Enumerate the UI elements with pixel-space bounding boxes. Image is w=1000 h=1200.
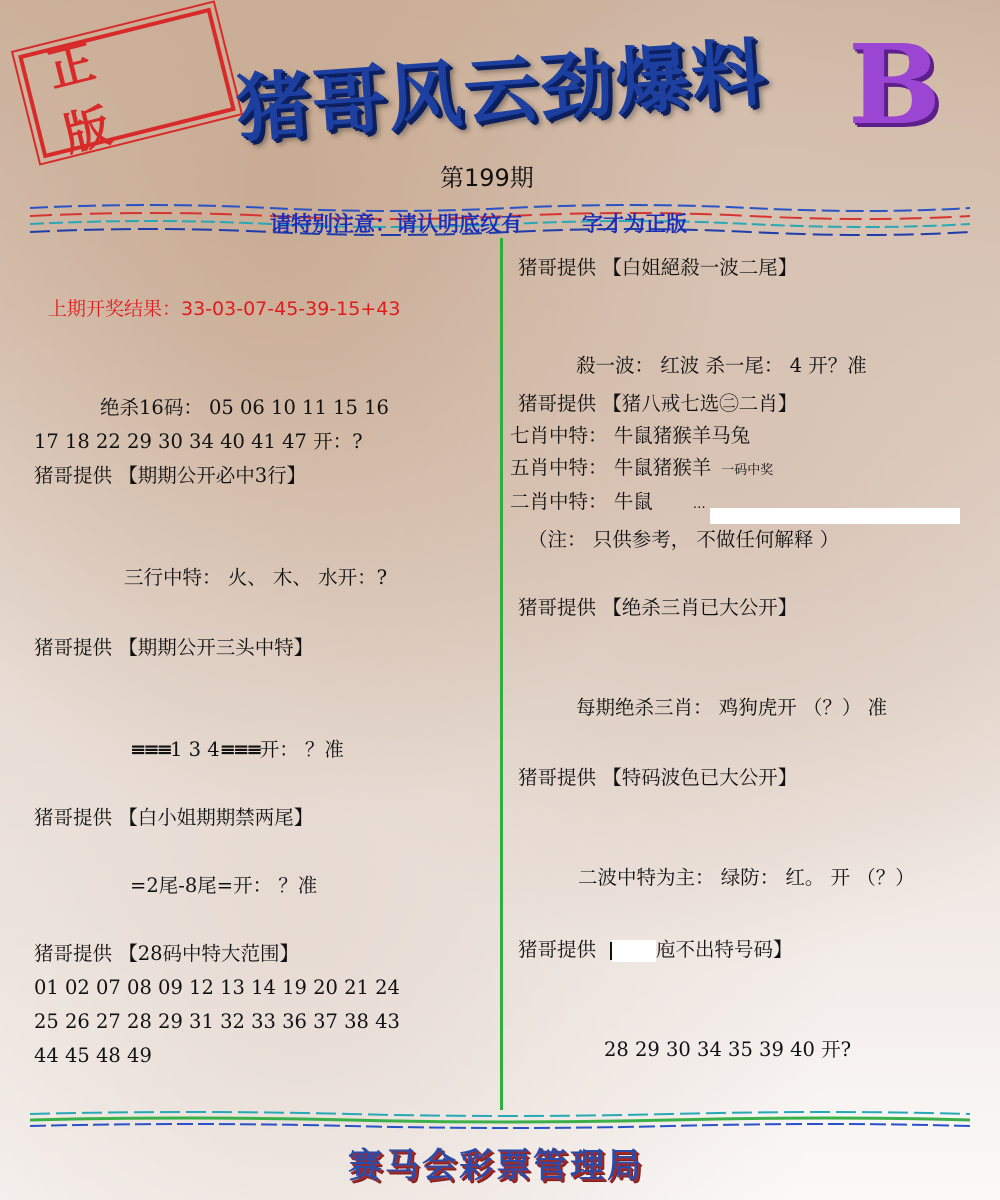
codes-row-2: 25 26 27 28 29 31 32 33 36 37 38 43	[34, 1010, 400, 1033]
column-divider	[500, 238, 503, 1110]
two-zodiac-dots: …	[692, 497, 706, 512]
footer-organization: 赛马会彩票管理局	[348, 1146, 644, 1186]
kill16-line-2: 17 18 22 29 30 34 40 41 47 开：?	[34, 430, 363, 453]
seven-zodiac: 七肖中特： 牛鼠猪猴羊马兔	[510, 424, 751, 447]
last-result-numbers: 33-03-07-45-39-15+43	[181, 298, 401, 320]
notice-banner	[270, 208, 687, 238]
kill-zodiac-body: 每期绝杀三肖： 鸡狗虎开 （？） 准	[576, 696, 888, 719]
section-title-special	[518, 938, 793, 962]
heads-numbers: 1 3 4	[170, 738, 220, 761]
two-tails-body: =2尾-8尾=开： ？准	[130, 874, 318, 897]
notice-text-2: 字才为正版	[582, 212, 687, 236]
edition-letter: B	[848, 20, 941, 149]
section-title-wave-tails: 猪哥提供 【白姐絕殺一波二尾】	[518, 256, 798, 279]
white-mask-patch	[710, 508, 960, 524]
issue-number: 第199期	[440, 164, 534, 192]
reference-note: （注： 只供参考， 不做任何解释 ）	[528, 528, 840, 551]
bottom-wave-divider	[30, 1108, 970, 1134]
two-zodiac-label: 二肖中特： 牛鼠	[510, 490, 653, 513]
genuine-stamp	[18, 8, 236, 162]
section-title-three-elements: 猪哥提供 【期期公开必中3行】	[34, 464, 307, 487]
wave-color-body: 二波中特为主： 绿防： 红。 开 （？）	[578, 866, 915, 889]
section-title-28-codes: 猪哥提供 【28码中特大范围】	[34, 942, 300, 965]
page-title: 猪哥风云劲爆料	[233, 30, 771, 153]
three-heads-body	[130, 738, 344, 761]
five-zodiac	[510, 456, 773, 479]
stamp-text: 正 版	[42, 28, 138, 162]
codes-row-3: 44 45 48 49	[34, 1044, 152, 1067]
kill16-line-1: 绝杀16码： 05 06 10 11 15 16	[100, 396, 389, 419]
last-draw-result	[48, 294, 400, 321]
two-zodiac	[510, 490, 706, 513]
section-title-zodiac: 猪哥提供 【猪八戒七选㊁二肖】	[518, 392, 798, 415]
special-title-left: 猪哥提供	[518, 938, 597, 961]
heads-tail: 开： ？准	[259, 738, 344, 761]
notice-text-1: 请特别注意：请认明底纹有	[270, 212, 522, 236]
section-title-three-heads: 猪哥提供 【期期公开三头中特】	[34, 636, 314, 659]
wave-tails-body: 殺一波： 红波 杀一尾： 4 开？准	[576, 354, 867, 377]
three-elements-body: 三行中特： 火、 木、 水开：?	[124, 566, 388, 589]
codes-row-1: 01 02 07 08 09 12 13 14 19 20 21 24	[34, 976, 400, 999]
last-result-label: 上期开奖结果：	[48, 298, 182, 320]
section-title-two-tails: 猪哥提供 【白小姐期期禁两尾】	[34, 806, 314, 829]
five-zodiac-label: 五肖中特： 牛鼠猪猴羊	[510, 456, 712, 479]
special-numbers: 28 29 30 34 35 39 40 开?	[604, 1038, 852, 1061]
bars-right: ≡≡≡	[219, 738, 260, 761]
one-code-note: 一码中奖	[721, 463, 774, 478]
special-title-right: 庖不出特号码】	[656, 938, 793, 961]
section-title-kill-zodiac: 猪哥提供 【绝杀三肖已大公开】	[518, 596, 798, 619]
section-title-wave-color: 猪哥提供 【特码波色已大公开】	[518, 766, 798, 789]
bars-left: ≡≡≡	[130, 738, 171, 761]
